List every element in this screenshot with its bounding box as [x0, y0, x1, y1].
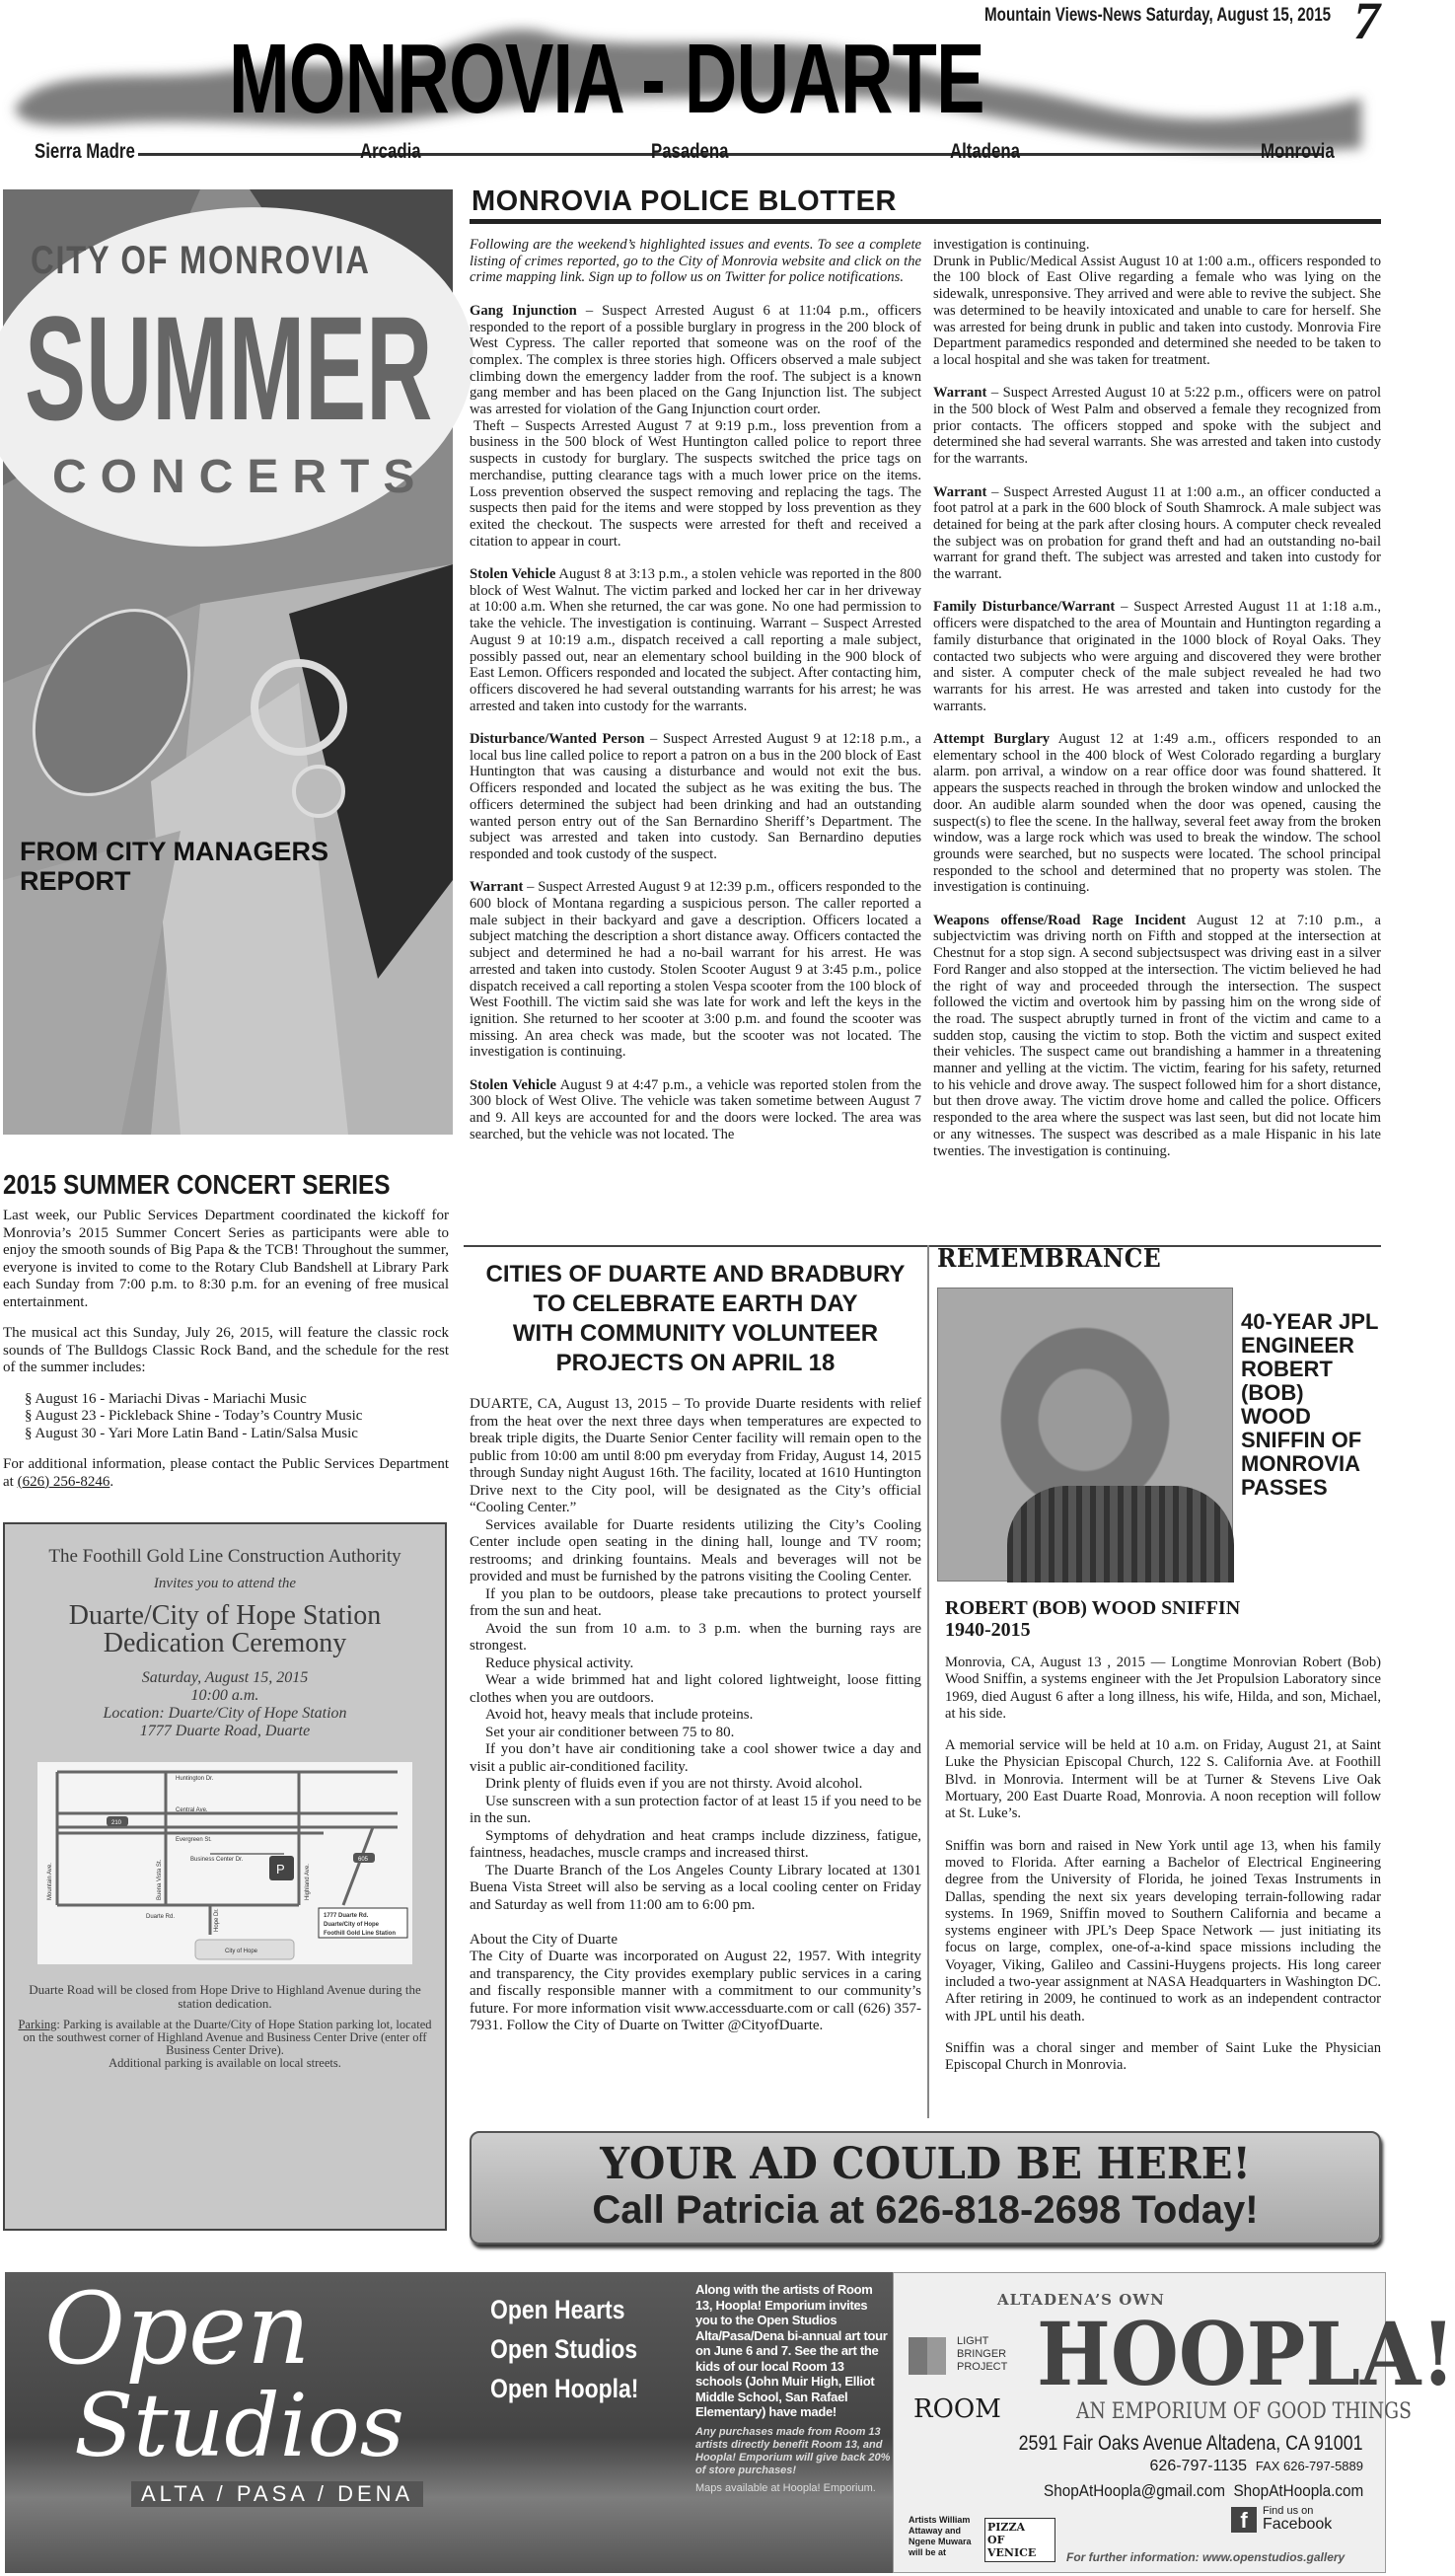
about-title: About the City of Duarte: [470, 1931, 618, 1948]
lightbringer-name: [957, 2335, 1007, 2374]
map-street-label: Duarte Rd.: [146, 1914, 176, 1920]
blotter-item: [470, 418, 921, 551]
open-studios-logo-open: Open: [44, 2271, 311, 2387]
hoopla-phone: 626-797-1135: [1149, 2458, 1247, 2474]
fb-line: Find us on: [1263, 2505, 1314, 2517]
hoopla-kicker: ALTADENA’S OWN: [997, 2291, 1165, 2309]
concert-series-title: 2015 SUMMER CONCERT SERIES: [3, 1169, 391, 1200]
ad-banner-headline: YOUR AD COULD BE HERE!: [600, 2139, 1251, 2189]
callout-line: Foothill Gold Line Station: [324, 1931, 396, 1937]
obituary-paragraph: Sniffin was born and raised in New York until age 13, when his family moved to Florida. After earning a Bachelor of Electrical Engineering degree from the University of Florida, he joined Texas Instruments in Dallas, spending the next six years developing terrain-following radar systems. In 1969, Sniffin moved to Southern California and became a systems engineer with JPL’s Deep Space Network — just initiating its focus on large, complex, one-of-a-kind space missions including the Voyager, Viking, Galileo and Cassini-Huygens projects. His long career included a two-year assignment at NASA Headquarters in Washington DC. After retiring in 2009, he continued to work as an independent contractor with JPL until his death.: [945, 1837, 1381, 2024]
schedule-item: § August 16 - Mariachi Divas - Mariachi Music: [25, 1390, 307, 1407]
flyer-address: 1777 Duarte Road, Duarte: [139, 1723, 311, 1739]
blotter-item: [470, 566, 921, 714]
item-lead: Stolen Vehicle: [470, 1076, 557, 1093]
obituary-name: [945, 1597, 1240, 1641]
city-arcadia: Arcadia: [360, 140, 421, 163]
parking-label: Parking: [18, 2018, 57, 2031]
open-studios-note: Any purchases made from Room 13 artists directly benefit Room 13, and Hoopla! Emporium will give back 20% of store purchases!: [695, 2425, 891, 2476]
map-street-label: Hope Dr.: [214, 1908, 220, 1932]
headline-line: 40-YEAR JPL: [1241, 1309, 1379, 1334]
city-altadena: Altadena: [950, 140, 1020, 163]
logo-line: OF: [987, 2534, 1005, 2546]
freeway-label: 605: [358, 1857, 369, 1863]
summer-concerts-poster: [3, 189, 453, 1135]
map-street-label: Business Center Dr.: [190, 1857, 244, 1863]
ad-space-banner[interactable]: [470, 2131, 1381, 2245]
blotter-item: [933, 385, 1381, 468]
concert-series-article: [3, 1208, 449, 1491]
schedule-item: § August 23 - Pickleback Shine - Today’s Country Music: [25, 1408, 363, 1424]
hoopla-phones: [1150, 2459, 1363, 2474]
portrait-shirt: [1007, 1486, 1234, 1582]
item-text: August 12 at 7:10 p.m., a subjectvictim was driving north on Fifth and stopped at the intersection at Chestnut for a stop sign. A second subjectsuspect was driving east in a silver Ford Ranger and also stopped at the intersection. The victim believed he had the right of way and proceeded through the intersection. The suspect followed the victim and overtook him by passing him on the wrong side of the road. The suspect abruptly turned in front of the victim and came to a sudden stop, causing the victim to stop. Both the victim and suspect exited their vehicles. The suspect came out brandishing a hammer in a threatening manner and yelling at the victim. The victim, fearing for his safety, returned to his vehicle and drove away. The suspect followed him for a short distance, but then drove away. The victim drove home and called the police. Officers responded to the area where the suspect was last seen, but did not locate him or any witnesses. The suspect was described as a male Hispanic in his late twenties. The investigation is continuing.: [933, 912, 1381, 1159]
item-lead: Family Disturbance/Warrant: [933, 599, 1116, 616]
police-blotter-title: MONROVIA POLICE BLOTTER: [472, 185, 897, 217]
flyer-title-2: Dedication Ceremony: [103, 1628, 347, 1658]
item-text: – Suspect Arrested August 11 at 1:18 a.m., officers were dispatched to the area of Mountain and Huntington regarding a family disturbance that originated in the 1000 block of Royal Oaks. They contacted two subjects who were arguing and discovered they were brother and sister. A computer check of the male subject revealed he had two warrants for his arrest. He was arrested and taken into custody for the warrants.: [933, 599, 1381, 714]
flyer-time: 10:00 a.m.: [190, 1687, 259, 1704]
schedule-item: § August 30 - Yari More Latin Band - Latin/Salsa Music: [25, 1425, 358, 1441]
map-street-label: Central Ave.: [176, 1807, 208, 1813]
hoopla-logo: HOOPLA!: [1037, 2303, 1455, 2405]
logo-line: PIZZA: [987, 2521, 1026, 2534]
item-text: – Suspect Arrested August 9 at 12:39 p.m., officers responded to the 600 block of Montana regarding a suspicious person. The caller reported a male subject in their backyard and gave a description. Officers located a subject matching the description a short distance away. Officers contacted the subject and determined he had a no-bail warrant for his arrest. He was arrested and taken into custody. Stolen Scooter August 9 at 3:45 p.m., police dispatch received a call reporting a stolen Vespa scooter from the 100 block of West Foothill. The victim said she was late for work and left the keys in the ignition. She returned to her scooter at 3:00 p.m. and found the scooter was missing. An area check was made, but the scooter was not located. The investigation is continuing.: [470, 879, 921, 1061]
blotter-title-rule: [470, 219, 1381, 224]
hoopla-email[interactable]: ShopAtHoopla@gmail.com: [1043, 2481, 1225, 2500]
open-studios-cities: ALTA / PASA / DENA: [131, 2481, 423, 2507]
item-text: – Suspect Arrested August 10 at 5:22 p.m., officers were on patrol in the 500 block of West Palm and observed a female they recognized from prior contacts. The officers stopped and spoke with the subject and determined she had several warrants. She was arrested and taken into custody for the warrants.: [933, 385, 1381, 468]
deceased-name: ROBERT (BOB) WOOD SNIFFIN: [945, 1597, 1241, 1619]
pizza-of-venice-logo: [984, 2518, 1055, 2562]
item-lead: Stolen Vehicle: [470, 566, 556, 583]
headline-line: WOOD: [1241, 1404, 1311, 1429]
blotter-item: Drunk in Public/Medical Assist August 10 at 1:00 a.m., officers responded to the 100 block of East Olive regarding a female who was lying on the sidewalk, unresponsive. They arrived and were able to revive the subject. She was determined to be heavily intoxicated and unable to care for herself. She was arrested for being drunk in public and taken into custody. Monrovia Fire Department paramedics responded and determined she needed to be taken to a local hospital and she was taken for treatment.: [933, 253, 1381, 368]
blotter-item: investigation is continuing.: [933, 237, 1090, 253]
headline-line: ROBERT: [1241, 1357, 1333, 1381]
item-text: August 9 at 4:47 p.m., a vehicle was reported stolen from the 300 block of West Olive. The vehicle was taken sometime between August 7 and 9. All keys are accounted for and the doors were locked. The area was searched, but the vehicle was not located. The: [470, 1076, 921, 1142]
slogan: Open Studios: [490, 2334, 638, 2364]
slogan: Open Hearts: [490, 2295, 625, 2324]
station-map: [37, 1762, 412, 1964]
flyer-org: The Foothill Gold Line Construction Authority: [48, 1546, 401, 1567]
open-studios-maps: Maps available at Hoopla! Emporium.: [695, 2481, 876, 2494]
poster-city-of-monrovia: CITY OF MONROVIA: [31, 239, 371, 282]
remembrance-section: [937, 1244, 1381, 2074]
duarte-paragraph: DUARTE, CA, August 13, 2015 – To provide Duarte residents with relief from the heat over the next three days when temperatures are expected to break triple digits, the Duarte Senior Center facility will remain open to the public from 10:00 am until 8:00 pm everyday from Friday, August 14, 2015 through Sunday night August 16th. The facility, located at 1610 Huntington Drive next to the City pool, will be designated as the City’s official “Cooling Center.”: [470, 1396, 921, 1515]
duarte-paragraph: Services available for Duarte residents utilizing the City’s Cooling Center include open seating in the dining hall, lounge and TV room; restrooms; and drinking fountains. Meals and beverages will not be provided and must be furnished by the patrons visiting the Cooling Center.: [470, 1516, 921, 1584]
gold-line-dedication-flyer: [3, 1522, 447, 2231]
map-street-label: Mountain Ave.: [47, 1863, 53, 1900]
contact-end: .: [109, 1473, 114, 1490]
column-divider: [927, 1245, 929, 2118]
open-studios-ad: [5, 2272, 893, 2573]
headline-line: MONROVIA: [1241, 1451, 1360, 1476]
remembrance-headline: [1241, 1310, 1378, 1500]
logo-line: VENICE: [987, 2546, 1037, 2559]
duarte-paragraph: Reduce physical activity.: [485, 1655, 634, 1671]
city-divider-line: [138, 153, 1322, 156]
flyer-invite: Invites you to attend the: [153, 1576, 297, 1591]
flyer-details: [5, 1669, 445, 1740]
blotter-intro: Following are the weekend’s highlighted issues and events. To see a complete listing of crimes reported, go to the City of Monrovia website and click on the crime mapping link. Sign up to follow us on Twitter for police notifications.: [470, 237, 921, 286]
duarte-paragraph: Drink plenty of fluids even if you are not thirsty. Avoid alcohol.: [485, 1776, 863, 1792]
duarte-paragraph: Avoid hot, heavy meals that include proteins.: [485, 1707, 754, 1723]
item-text: – Suspect Arrested August 9 at 12:18 p.m., a local bus line called police to report a patron on a bus in the 200 block of East Huntington that was causing a disturbance and would not exit the bus. Officers responded and located the subject as he was exiting the bus. The officers determined the subject had been drinking and had an outstanding wanted person entry out of the San Bernardino Sheriff’s Department. The subject was arrested and taken into custody. San Bernardino deputies responded and took custody of the suspect.: [470, 731, 921, 862]
obituary-paragraph: A memorial service will be held at 10 a.m. on Friday, August 21, at Saint Luke the Physician Episcopal Church, 122 S. California Ave. at Foothill Blvd. in Monrovia. Interment will be at Turner & Stevens Live Oak Mortuary, 200 East Duarte Road, Monrovia. A noon reception will follow at St. Luke’s.: [945, 1737, 1381, 1822]
city-managers-report-label: FROM CITY MANAGERS REPORT: [20, 837, 329, 896]
map-street-label: Evergreen St.: [176, 1837, 212, 1843]
open-studios-text-column: [695, 2282, 891, 2495]
facebook-icon: f: [1231, 2507, 1257, 2533]
blotter-column-1: [470, 237, 921, 1143]
open-studios-slogans: [490, 2290, 638, 2408]
parking-extra: Additional parking is available on local streets.: [109, 2056, 341, 2070]
headline-line: PROJECTS ON APRIL 18: [555, 1350, 836, 1376]
flyer-title-1: Duarte/City of Hope Station: [68, 1600, 382, 1631]
logo-line: BRINGER: [957, 2348, 1007, 2360]
open-studios-body: Along with the artists of Room 13, Hoopla! Emporium invites you to the Open Studios Alta/Pasa/Dena bi-annual art tour on June 6 and 7. See the art the kids of our local Room 13 schools (John Muir High, Elliot Middle School, San Rafael Elementary) have made!: [695, 2282, 888, 2419]
callout-line: 1777 Duarte Rd.: [324, 1913, 369, 1919]
slogan: Open Hoopla!: [490, 2374, 639, 2403]
item-lead: Warrant: [933, 483, 987, 500]
duarte-paragraph: If you plan to be outdoors, please take precautions to protect yourself from the sun and heat.: [470, 1585, 921, 1619]
flyer-title: [5, 1602, 445, 1657]
duarte-paragraph: Symptoms of dehydration and heat cramps include dizziness, fatigue, faintness, headaches, muscle cramps and increased thirst.: [470, 1827, 921, 1861]
flyer-location: Location: Duarte/City of Hope Station: [103, 1705, 347, 1722]
city-sierra-madre: Sierra Madre: [35, 140, 135, 163]
headline-line: (BOB): [1241, 1380, 1304, 1405]
duarte-paragraph: Use sunscreen with a sun protection factor of at least 15 if you need to be in the sun.: [470, 1793, 921, 1826]
facebook-label[interactable]: [1263, 2506, 1332, 2533]
duarte-headline: [470, 1260, 921, 1378]
ad-banner-phone: Call Patricia at 626-818-2698 Today!: [592, 2188, 1259, 2232]
flyer-date: Saturday, August 15, 2015: [141, 1669, 309, 1686]
landmark-label: City of Hope: [225, 1949, 258, 1954]
blotter-column-2: [933, 237, 1381, 1159]
duarte-paragraph: Wear a wide brimmed hat and light colored lightweight, loose fitting clothes when you are outdoors.: [470, 1672, 921, 1706]
portrait-photo: [937, 1288, 1233, 1582]
poster-summer: SUMMER: [25, 285, 433, 451]
poster-concerts: CONCERTS: [52, 451, 429, 503]
duarte-article: [470, 1260, 921, 2035]
obituary-body: [945, 1655, 1381, 2075]
duarte-body: [470, 1396, 921, 2035]
item-lead: Warrant: [933, 385, 987, 402]
hoopla-contact: [1044, 2482, 1363, 2499]
item-text: – Suspect Arrested August 11 at 1:00 a.m., an officer conducted a foot patrol at a park in the 600 block of South Shamrock. A male subject was detained for being at the park after closing hours. A computer check revealed the subject was on probation for grand theft and had an outstanding no-bail warrant for grand theft. The subject was arrested and taken into custody for the warrant.: [933, 483, 1381, 583]
room-13-logo: ROOM: [913, 2394, 1001, 2424]
city-monrovia: Monrovia: [1261, 140, 1335, 163]
item-text: August 8 at 3:13 p.m., a stolen vehicle was reported in the 800 block of West Walnut. The victim parked and locked her car in her driveway at 10:00 a.m. When she returned, the car was gone. No one had permission to take the vehicle. The investigation is continuing. Warrant – Suspect Arrested August 9 at 10:19 a.m., dispatch received a call reporting a male subject, possibly passed out, near an elementary school building in the 900 block of East Lemon. Officers responded and located the subject. After contacting him, officers discovered he had several outstanding warrants for his arrest; he was arrested and taken into custody for the warrants.: [470, 566, 922, 714]
about-paragraph: The City of Duarte was incorporated on August 22, 1957. With integrity and transparency, the City provides exemplary public services in a caring and fiscally responsible manner with a commitment to our community’s future. For more information visit www.accessduarte.com or call (626) 357-7931. Follow the City of Duarte on Twitter @CityofDuarte.: [470, 1949, 921, 2033]
headline-line: CITIES OF DUARTE AND BRADBURY: [485, 1261, 906, 1288]
freeway-label: 210: [111, 1820, 122, 1826]
blotter-item: [470, 1077, 921, 1143]
lightbringer-logo-icon: [909, 2337, 946, 2375]
dateline: Mountain Views-News Saturday, August 15, 2015: [984, 5, 1332, 26]
map-street-label: Buena Vista St.: [157, 1859, 163, 1900]
blotter-item: [933, 731, 1381, 896]
blotter-item: [933, 484, 1381, 583]
phone-link[interactable]: (626) 256-8246: [17, 1473, 110, 1490]
blotter-item: [470, 303, 921, 418]
masthead: [0, 0, 1389, 178]
hoopla-address: 2591 Fair Oaks Avenue Altadena, CA 91001: [1019, 2432, 1363, 2455]
item-text: – Suspect Arrested August 6 at 11:04 p.m., officers responded to the report of a possible burglary in progress in the 200 block of West Cypress. The caller reported that someone was on the roof of the complex. The complex is three stories high. Officers observed a male subject climbing down the emergency ladder from the roof. The subject is a known gang member and has been placed on the Gang Injunction list. The subject was arrested for violation of the Gang Injunction court order.: [470, 302, 921, 418]
headline-line: PASSES: [1241, 1475, 1328, 1500]
obituary-paragraph: Monrovia, CA, August 13 , 2015 — Longtime Monrovian Robert (Bob) Wood Sniffin, a systems engineer with the Jet Propulsion Laboratory since 1969, died August 6 after a long illness, his wife, Hilda, and son, Michael, at his side.: [945, 1655, 1381, 1722]
item-text: Theft – Suspects Arrested August 7 at 9:19 p.m., loss prevention from a business in the 500 block of West Huntington called police to report three suspects in custody for burglary. The suspects switched the price tags on merchandise, putting clearance tags with a much lower price on the items. Loss prevention observed the suspect removing and replacing the tags. The suspects then paid for the items and were stopped by loss prevention as they exited the checkout. The suspects were arrested for theft and received a citation to appear in court.: [470, 417, 921, 550]
artists-note: Artists William Attaway and Ngene Muwara will be at: [909, 2515, 972, 2557]
city-pasadena: Pasadena: [651, 140, 729, 163]
blotter-item: [470, 879, 921, 1061]
further-info: For further information: www.openstudios.gallery: [1066, 2550, 1346, 2564]
headline-line: SNIFFIN OF: [1241, 1428, 1362, 1452]
flyer-closure: Duarte Road will be closed from Hope Drive to Highland Avenue during the station dedication.: [29, 1982, 421, 2011]
fb-line: Facebook: [1263, 2516, 1333, 2533]
item-lead: Disturbance/Wanted Person: [470, 731, 645, 748]
concert-schedule: [25, 1391, 449, 1443]
headline-line: TO CELEBRATE EARTH DAY: [533, 1290, 858, 1317]
concert-paragraph: The musical act this Sunday, July 26, 2015, will feature the classic rock sounds of The Bulldogs Classic Rock Band, and the schedule for the rest of the summer includes:: [3, 1325, 449, 1375]
duarte-paragraph: Set your air conditioner between 75 to 80.: [485, 1724, 735, 1740]
hoopla-fax: FAX 626-797-5889: [1255, 2459, 1363, 2473]
concert-contact: [3, 1456, 449, 1491]
hoopla-website[interactable]: ShopAtHoopla.com: [1233, 2481, 1363, 2500]
duarte-paragraph: Avoid the sun from 10 a.m. to 3 p.m. when the burning rays are strongest.: [470, 1620, 921, 1654]
map-street-label: Huntington Dr.: [176, 1776, 214, 1782]
blotter-item: [933, 913, 1381, 1160]
blotter-item: [470, 731, 921, 863]
item-lead: Gang Injunction: [470, 302, 577, 319]
concert-paragraph: Last week, our Public Services Department coordinated the kickoff for Monrovia’s 2015 Summer Concert Series as participants were able to enjoy the smooth sounds of Big Papa & the TCB! Throughout the summer, everyone is invited to come to the Rotary Club Bandshell at Library Park each Sunday from 7:00 p.m. to 8:30 p.m. for an evening of free musical entertainment.: [3, 1208, 449, 1310]
duarte-paragraph: If you don’t have air conditioning take a cool shower twice a day and visit a public air-conditioned facility.: [470, 1741, 921, 1775]
life-years: 1940-2015: [945, 1619, 1031, 1641]
parking-label: P: [276, 1862, 285, 1877]
headline-line: ENGINEER: [1241, 1333, 1354, 1358]
item-text: August 12 at 1:49 a.m., officers responded to an elementary school in the 400 block of West Colorado regarding a burglary alarm. pon arrival, a window on a rear office door was found shattered. It appears the suspects reached in through the broken window and unlocked the door. An audible alarm sounded when the door was opened, causing the suspect(s) to flee the scene. In the hallway, several feet away from the broken window, was a large rock which was used to break the window. The school grounds were searched, but no suspects were located. The school principal responded to the school and determined that no property was stolen. The investigation is continuing.: [933, 731, 1381, 896]
hoopla-emporium-ad: [893, 2272, 1455, 2573]
duarte-paragraph: The Duarte Branch of the Los Angeles County Library located at 1301 Buena Vista Street will also be serving as a local cooling center on Friday and Saturday as well from 11:00 am to 6:00 pm.: [470, 1862, 921, 1913]
parking-text: : Parking is available at the Duarte/City of Hope Station parking lot, located on the southwest corner of Highland Avenue and Business Center Drive (enter off Business Center Drive).: [23, 2018, 432, 2057]
open-studios-logo-studios: Studios: [74, 2375, 404, 2476]
remembrance-title: REMEMBRANCE: [937, 1244, 1162, 1274]
logo-line: LIGHT: [957, 2335, 989, 2347]
item-lead: Weapons offense/Road Rage Incident: [933, 912, 1187, 928]
headline-line: WITH COMMUNITY VOLUNTEER: [512, 1320, 879, 1347]
map-street-label: Highland Ave.: [305, 1864, 311, 1900]
callout-line: Duarte/City of Hope: [324, 1922, 380, 1928]
item-lead: Attempt Burglary: [933, 731, 1051, 748]
flyer-parking: [17, 2019, 433, 2070]
hoopla-tagline: AN EMPORIUM OF GOOD THINGS: [1076, 2399, 1412, 2424]
contact-text: For additional information, please contact the Public Services Department at: [3, 1456, 449, 1490]
blotter-item: [933, 599, 1381, 714]
obituary-paragraph: Sniffin was a choral singer and member of Saint Luke the Physician Episcopal Church in Monrovia.: [945, 2039, 1381, 2074]
masthead-title: MONROVIA - DUARTE: [229, 24, 984, 134]
logo-line: PROJECT: [957, 2361, 1008, 2373]
page-number: 7: [1353, 0, 1380, 50]
item-lead: Warrant: [470, 879, 524, 896]
